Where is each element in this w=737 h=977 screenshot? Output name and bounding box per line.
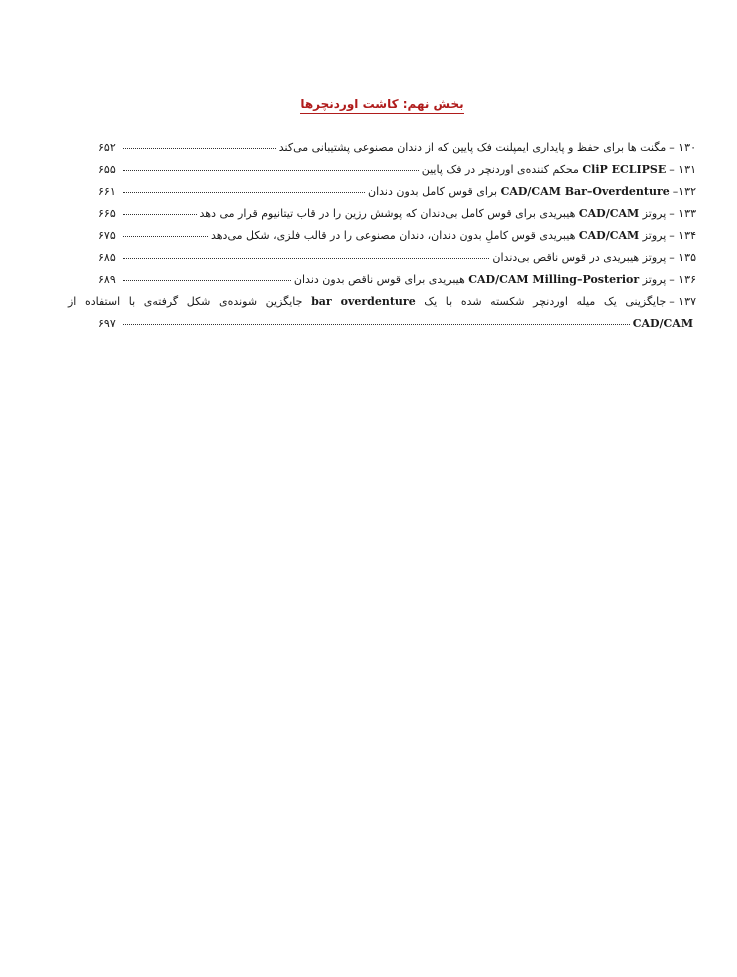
toc-entry-title: مگنت ها برای حفظ و پایداری ایمپلنت فک پایین که از دندان مصنوعی پشتیبانی می‌کند	[278, 141, 667, 154]
toc-entry-number: ۱۳۷ –	[669, 295, 696, 308]
toc-entry-number: ۱۳۰ –	[669, 141, 696, 154]
toc-entry[interactable]	[98, 181, 696, 203]
toc-leader-dots	[123, 169, 419, 171]
toc-entry-title: پروتز CAD/CAM Milling–Posterior هیبریدی برای قوس ناقص بدون دندان	[293, 273, 667, 286]
toc-leader-dots	[123, 323, 630, 325]
toc-leader-dots	[123, 191, 365, 193]
toc-entry[interactable]	[98, 247, 696, 269]
toc-leader-dots	[123, 257, 489, 259]
toc-entry-page: ۶۵۵	[98, 163, 116, 176]
toc-entry[interactable]	[98, 203, 696, 225]
toc-entry-title: CAD/CAM Bar–Overdenture برای قوس کامل بدون دندان	[368, 185, 670, 198]
toc-entry-page: ۶۹۷	[98, 317, 116, 330]
toc-entry-title: پروتز CAD/CAM هیبریدی قوس کاملِ بدون دندان، دندان مصنوعی را در قالب فلزی، شکل می‌دهد	[210, 229, 667, 242]
toc-entry-page: ۶۶۵	[98, 207, 116, 220]
toc-leader-dots	[123, 235, 208, 237]
toc-entry-number: ۱۳۶ –	[669, 273, 696, 286]
toc-entry-continuation[interactable]	[98, 313, 696, 335]
toc-entry-page: ۶۶۱	[98, 185, 116, 198]
section-heading	[0, 93, 737, 114]
toc-entry-number: ۱۳۳ –	[669, 207, 696, 220]
section-title: بخش نهم: کاشت اوردنچرها	[300, 97, 463, 114]
toc-entry-title: CliP ECLIPSE محکم کننده‌ی اوردنچر در فک پایین	[421, 163, 667, 176]
toc-leader-dots	[123, 213, 197, 215]
toc-entry[interactable]	[98, 225, 696, 247]
toc-entry-title: پروتز CAD/CAM هیبریدی برای قوس کامل بی‌دندان که پوشش رزین را در قاب تیتانیوم قرار می دهد	[199, 207, 667, 220]
toc-entry[interactable]	[98, 159, 696, 181]
toc-entry[interactable]	[98, 269, 696, 291]
toc-entry-title-line2: CAD/CAM	[632, 317, 693, 330]
toc-entry-number: ۱۳۲–	[672, 185, 696, 198]
toc-entry-page: ۶۸۵	[98, 251, 116, 264]
toc-entry-page: ۶۷۵	[98, 229, 116, 242]
toc-entry-number: ۱۳۴ –	[669, 229, 696, 242]
toc-entry-title: پروتز هیبریدی در قوس ناقص بی‌دندان	[492, 251, 667, 264]
toc-leader-dots	[123, 279, 291, 281]
toc-entry[interactable]	[68, 291, 696, 313]
toc-entry-number: ۱۳۱ –	[669, 163, 696, 176]
toc-entry[interactable]	[98, 137, 696, 159]
toc-leader-dots	[123, 147, 276, 149]
toc-entry-page: ۶۵۲	[98, 141, 116, 154]
table-of-contents	[68, 137, 696, 335]
toc-entry-number: ۱۳۵ –	[669, 251, 696, 264]
toc-entry-title: جایگزینی یک میله اوردنچر شکسته شده با یک bar overdenture جایگزین شونده‌ی شکل گرفته‌ی با استفاده از	[68, 295, 667, 308]
toc-entry-page: ۶۸۹	[98, 273, 116, 286]
